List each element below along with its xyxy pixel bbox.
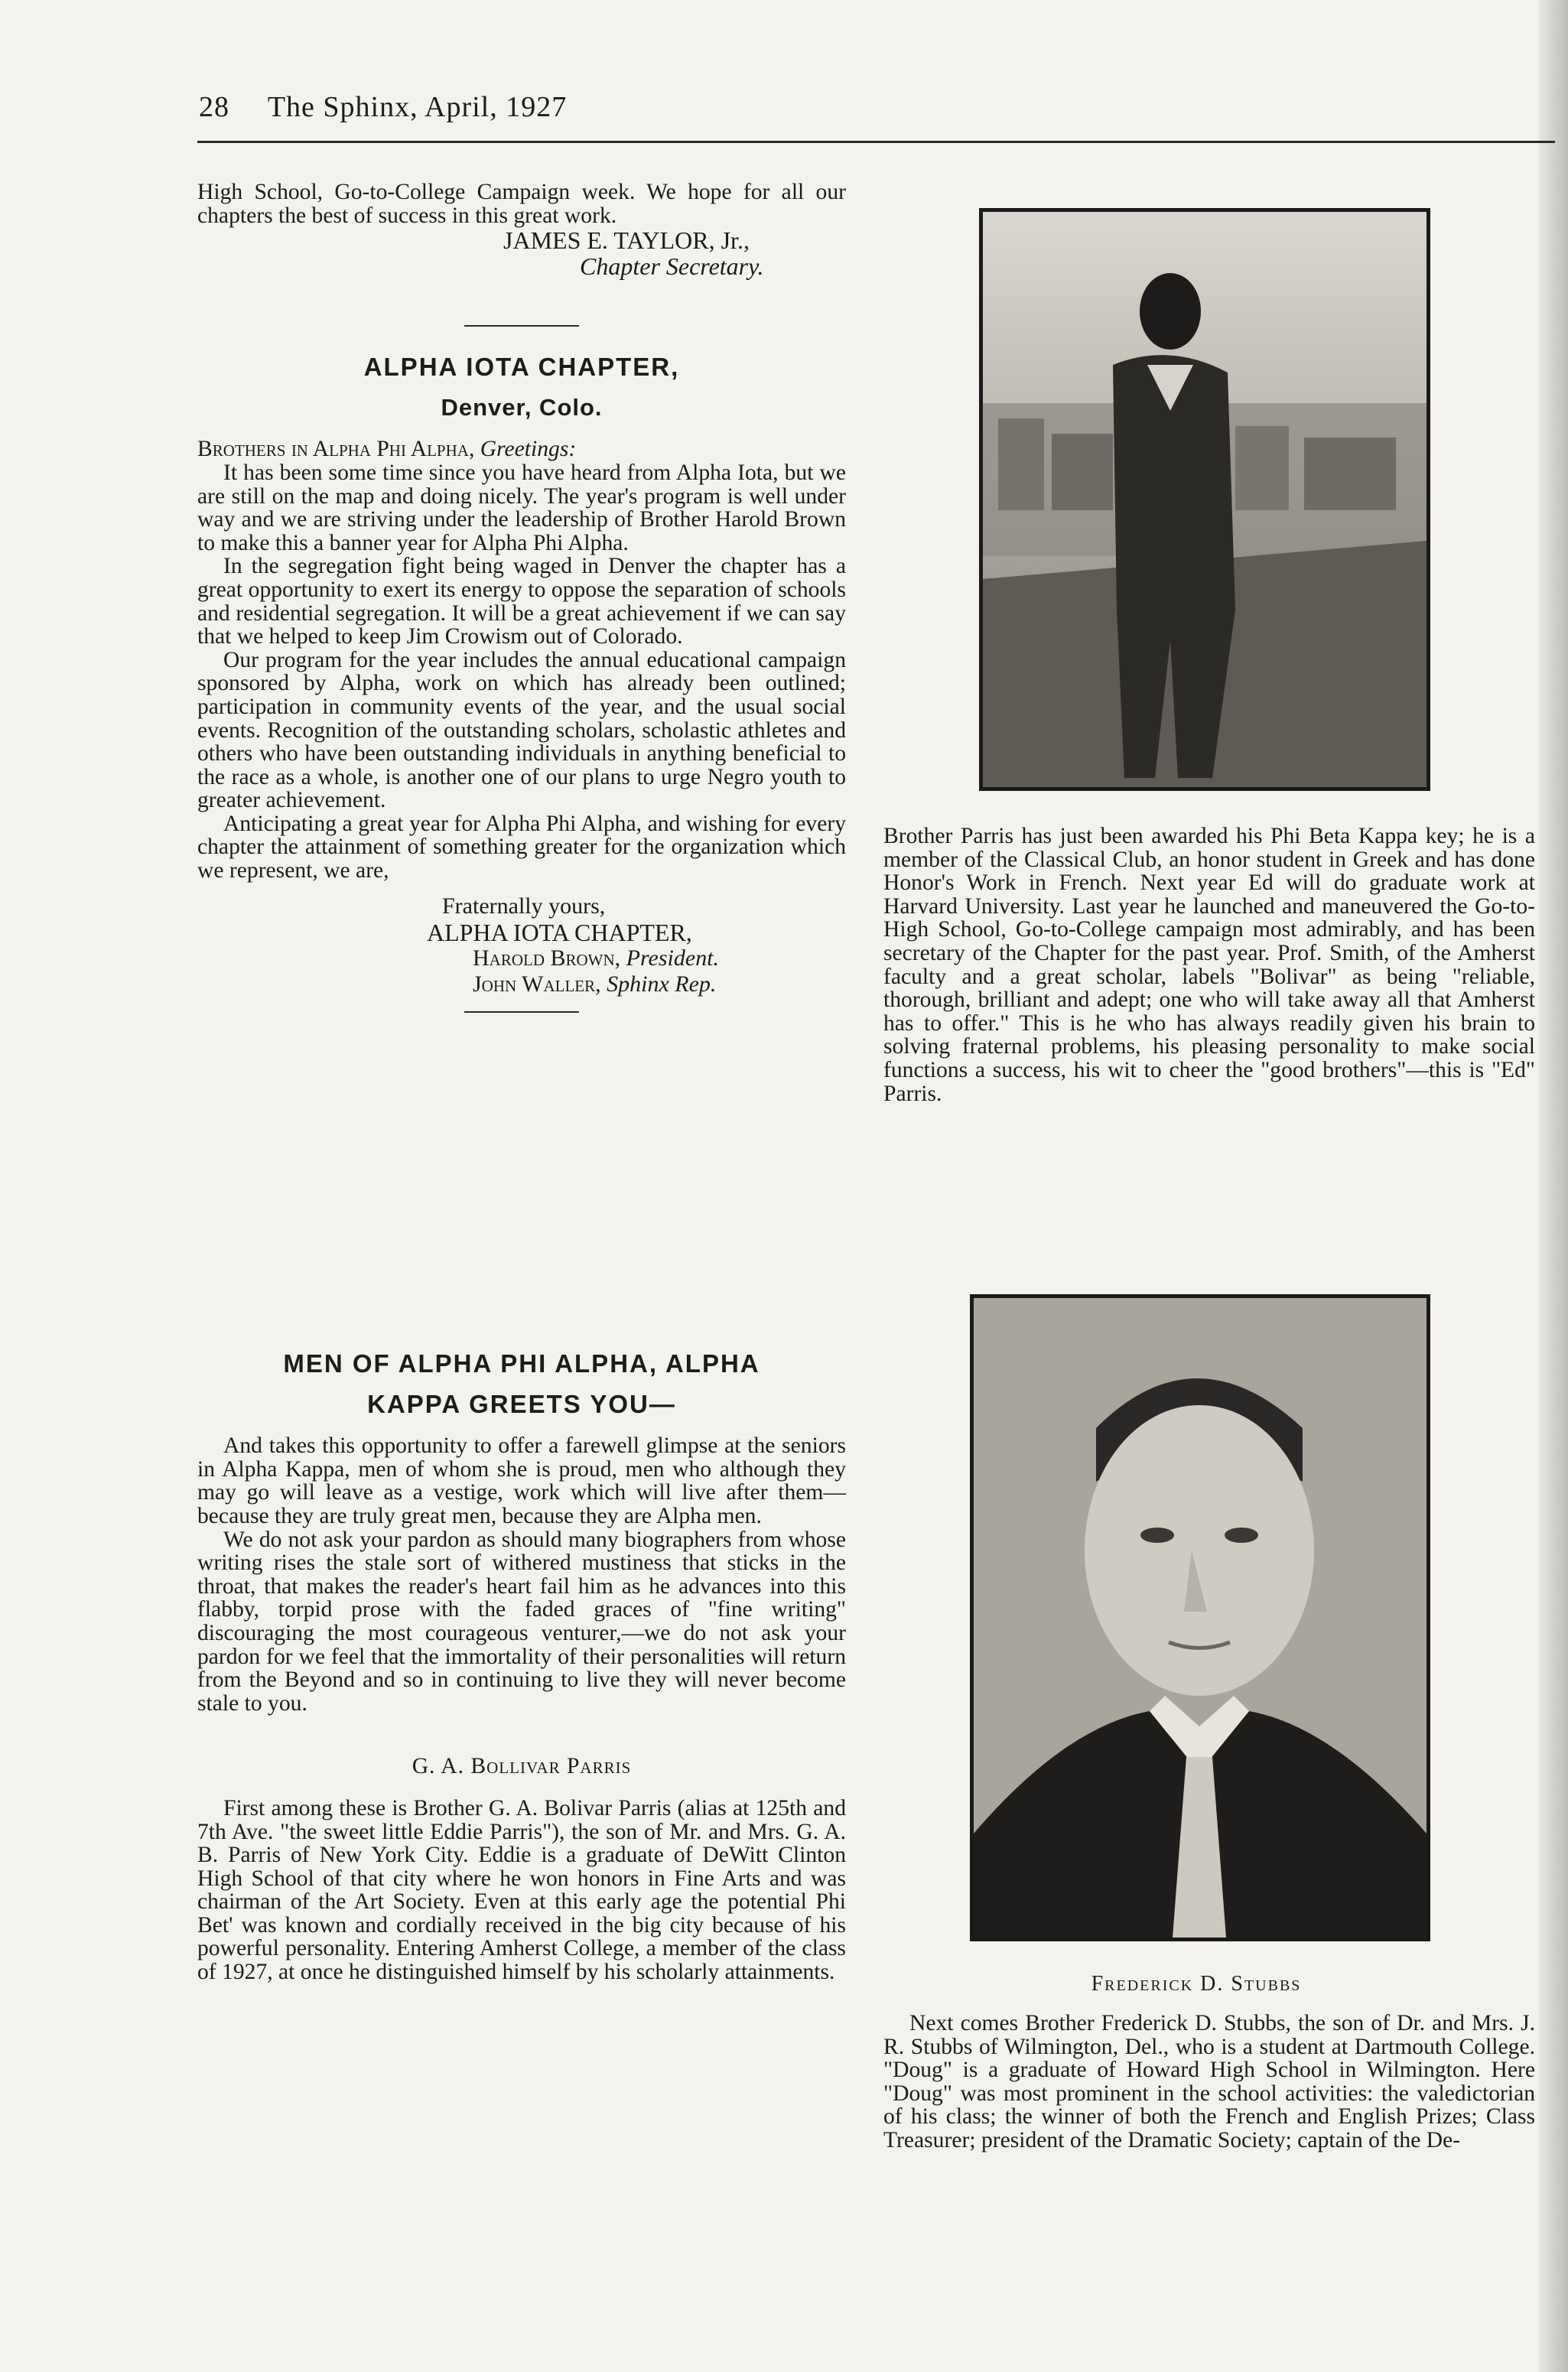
right-column-parris	[883, 825, 1535, 1105]
intro-paragraph: High School, Go-to-College Campaign week. We hope for all our chapters the best of success in this great work.	[197, 180, 846, 228]
alpha-iota-closing	[197, 893, 846, 997]
salutation-text: Brothers in Alpha Phi Alpha,	[197, 437, 475, 462]
left-column-top	[197, 181, 846, 1013]
alpha-iota-salutation	[197, 438, 846, 461]
signer-name: JAMES E. TAYLOR, Jr.,	[503, 226, 750, 255]
parris-paragraph-2: Brother Parris has just been awarded his Phi Beta Kappa key; he is a member of the Classical Club, an honor student in Greek and has done Honor's Work in French. Next year Ed will do graduate work at Harvard University. Last year he launched and maneuvered the Go-to-High School, Go-to-College campaign most admirably, and has been secretary of the Chapter for the past year. Prof. Smith, of the Amherst faculty and a great scholar, labels "Bolivar" as being "reliable, thorough, brilliant and adept; one who will take away all that Amherst has to offer." This is he who has always readily given his brain to solving fraternal problems, his pleasing personality to make social functions a success, his wit to cheer the "good brothers"—this is "Ed" Parris.	[883, 824, 1535, 1106]
section-divider-2	[464, 1011, 579, 1013]
alpha-kappa-paragraph-1: And takes this opportunity to offer a farewell glimpse at the seniors in Alpha Kappa, men of whom she is proud, men who although they may go will leave as a vestige, work which will live after them—because they are truly great men, because they are Alpha men.	[197, 1433, 846, 1528]
stubbs-caption: Frederick D. Stubbs	[1091, 1972, 1302, 1996]
officer-president	[442, 945, 846, 971]
alpha-kappa-heading-line1: MEN OF ALPHA PHI ALPHA, ALPHA	[283, 1349, 760, 1378]
signer-role: Chapter Secretary.	[580, 252, 764, 281]
running-head	[199, 90, 1193, 124]
closing-chapter: ALPHA IOTA CHAPTER,	[427, 918, 692, 946]
closing-line: Fraternally yours,	[442, 893, 606, 919]
alpha-iota-paragraph-3: Our program for the year includes the annual educational campaign sponsored by Alpha, work on which has already been outlined; participation in community events of the year, and the usual social events. Recognition of the outstanding scholars, scholastic athletes and others who have been outstanding individuals in anything beneficial to the race as a whole, is another one of our plans to urge Negro youth to greater achievement.	[197, 647, 846, 813]
parris-photo	[979, 208, 1430, 791]
officer-president-title: President.	[626, 945, 720, 971]
parris-subheading: G. A. Bollivar Parris	[412, 1754, 632, 1779]
right-column-stubbs	[883, 2012, 1535, 2152]
officer-sphinx-rep	[442, 971, 846, 997]
page-number: 28	[199, 91, 229, 123]
alpha-iota-heading: ALPHA IOTA CHAPTER,	[363, 353, 680, 382]
alpha-iota-paragraph-4: Anticipating a great year for Alpha Phi Alpha, and wishing for every chapter the attainment of something greater for the organization which we represent, we are,	[197, 811, 846, 883]
salutation-greeting: Greetings:	[480, 437, 577, 462]
section-divider	[464, 325, 579, 327]
stubbs-photo	[970, 1294, 1430, 1941]
parris-photo-image	[983, 212, 1426, 787]
alpha-kappa-paragraph-2: We do not ask your pardon as should many biographers from whose writing rises the stale sort of withered mustiness that sticks in the throat, that makes the reader's heart fail him as he advances into this flabby, torpid prose with the faded graces of "fine writing" discouraging the most courageous venturer,—we do not ask your pardon for we feel that the immortality of their personalities will return from the Beyond and so in continuing to live they will never become stale to you.	[197, 1527, 846, 1716]
officer-president-name: Harold Brown,	[473, 945, 621, 971]
officer-rep-title: Sphinx Rep.	[607, 971, 717, 997]
alpha-iota-paragraph-2: In the segregation fight being waged in Denver the chapter has a great opportunity to exert its energy to oppose the separation of schools and residential segregation. It will be a great achievement if we can say that we helped to keep Jim Crowism out of Colorado.	[197, 554, 846, 649]
alpha-kappa-heading-line2: KAPPA GREETS YOU—	[367, 1389, 676, 1418]
journal-title: The Sphinx, April, 1927	[267, 91, 568, 123]
parris-paragraph-1: First among these is Brother G. A. Bolivar Parris (alias at 125th and 7th Ave. "the sweet little Eddie Parris"), the son of Mr. and Mrs. G. A. B. Parris of New York City. Eddie is a graduate of DeWitt Clinton High School of that city where he won honors in Fine Arts and was chairman of the Art Society. Even at this early age the potential Phi Bet' was known and cordially received in the big city because of his powerful personality. Entering Amherst College, a member of the class of 1927, at once he distinguished himself by his scholarly attainments.	[197, 1795, 846, 1985]
alpha-iota-paragraph-1: It has been some time since you have heard from Alpha Iota, but we are still on the map and doing nicely. The year's program is well under way and we are striving under the leadership of Brother Harold Brown to make this a banner year for Alpha Phi Alpha.	[197, 460, 846, 555]
officer-rep-name: John Waller,	[473, 971, 601, 997]
page-edge-shadow	[1539, 0, 1568, 2372]
stubbs-photo-image	[974, 1298, 1426, 1938]
header-rule	[197, 141, 1555, 143]
stubbs-paragraph: Next comes Brother Frederick D. Stubbs, the son of Dr. and Mrs. J. R. Stubbs of Wilmington, Del., who is a student at Dartmouth College. "Doug" is a graduate of Howard High School in Wilmington. Here "Doug" was most prominent in the school activities: the valedictorian of his class; the winner of both the French and English Prizes; Class Treasurer; president of the Dramatic Society; captain of the De-	[883, 2011, 1535, 2152]
alpha-iota-place: Denver, Colo.	[441, 393, 603, 421]
left-column-bottom	[197, 1349, 846, 1985]
taylor-signature	[197, 227, 846, 279]
